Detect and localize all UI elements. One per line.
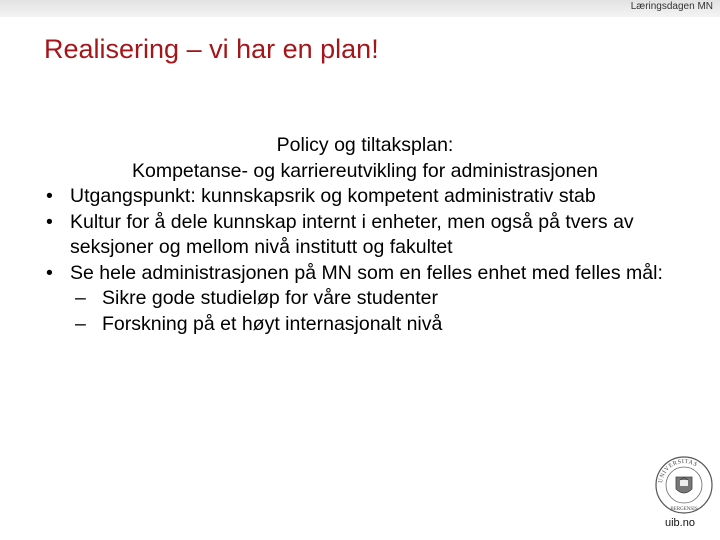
header-label: Læringsdagen MN [630, 1, 713, 12]
slide-content [40, 133, 690, 337]
sub-bullet-marker: – [75, 287, 86, 309]
sub-bullet-item [40, 312, 690, 338]
footer-url: uib.no [665, 517, 695, 529]
bullet-marker: • [46, 210, 53, 233]
bullet-text: Se hele administrasjonen på MN som en felles enhet med felles mål: [70, 261, 663, 284]
content-heading-line-1: Policy og tiltaksplan: [276, 134, 454, 156]
bullet-item [40, 210, 690, 261]
slide-title: Realisering – vi har en plan! [44, 34, 379, 64]
bullet-marker: • [46, 261, 53, 284]
top-band [0, 0, 720, 17]
sub-bullet-text: Sikre gode studieløp for våre studenter [102, 287, 439, 309]
bullet-item [40, 261, 690, 287]
content-heading-line-2: Kompetanse- og karriereutvikling for administrasjonen [131, 159, 599, 182]
bullet-marker: • [46, 185, 53, 207]
university-seal-icon [654, 455, 714, 515]
bullet-text: Utgangspunkt: kunnskapsrik og kompetent administrativ stab [70, 185, 596, 207]
bullet-text: Kultur for å dele kunnskap internt i enheter, men også på tvers av seksjoner og mellom nivå institutt og fakultet [70, 210, 634, 258]
sub-bullet-item [40, 286, 690, 312]
svg-text:BERGENSIS: BERGENSIS [670, 507, 698, 512]
bullet-list [40, 184, 690, 337]
sub-bullet-marker: – [75, 312, 86, 335]
svg-text:UNIVERSITAS: UNIVERSITAS [658, 458, 699, 484]
bullet-item [40, 184, 690, 210]
sub-bullet-text: Forskning på et høyt internasjonalt nivå [102, 312, 443, 335]
